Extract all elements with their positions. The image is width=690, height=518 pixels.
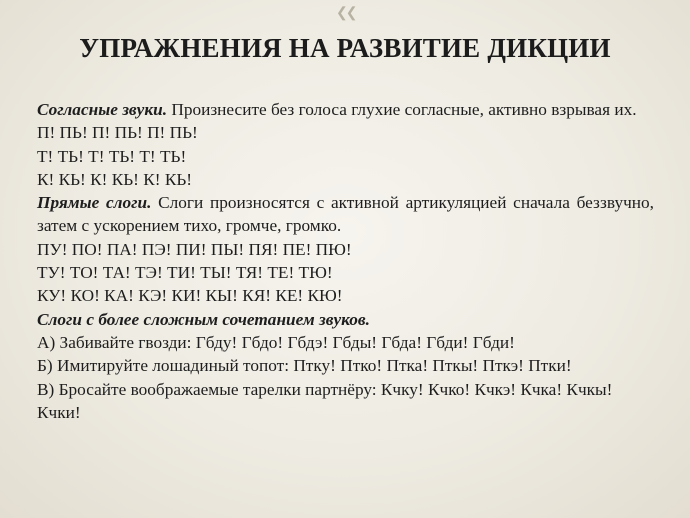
- paragraph-text: Произнесите без голоса глухие согласные, активно взрывая их.: [167, 100, 637, 119]
- title-ornament-icon: ❮❮: [336, 6, 356, 21]
- paragraph-consonants: [37, 98, 654, 121]
- drill-line: Т! ТЬ! Т! ТЬ! Т! ТЬ!: [37, 146, 187, 166]
- slide-title: УПРАЖНЕНИЯ НА РАЗВИТИЕ ДИКЦИИ: [79, 33, 611, 63]
- paragraph-complex: [37, 308, 654, 331]
- paragraph-text: Слоги произносятся с активной артикуляцией сначала беззвучно, затем с ускорением тихо, громче, громко.: [37, 193, 654, 236]
- slide-body: [37, 98, 654, 424]
- heading-consonants: Согласные звуки.: [37, 100, 168, 119]
- drill-line: В) Бросайте воображаемые тарелки партнёру: Кчку! Кчко! Кчкэ! Кчка! Кчкы! Кчки!: [37, 379, 613, 422]
- drill-line: ПУ! ПО! ПА! ПЭ! ПИ! ПЫ! ПЯ! ПЕ! ПЮ!: [37, 239, 352, 259]
- drill-line: К! КЬ! К! КЬ! К! КЬ!: [37, 169, 193, 189]
- drill-line: КУ! КО! КА! КЭ! КИ! КЫ! КЯ! КЕ! КЮ!: [37, 286, 343, 306]
- drill-line: П! ПЬ! П! ПЬ! П! ПЬ!: [37, 123, 198, 143]
- paragraph-syllables: [37, 191, 654, 238]
- drill-line: Б) Имитируйте лошадиный топот: Птку! Птко! Птка! Пткы! Пткэ! Птки!: [37, 356, 572, 376]
- drill-line: А) Забивайте гвозди: Гбду! Гбдо! Гбдэ! Гбды! Гбда! Гбди! Гбди!: [37, 332, 515, 352]
- heading-syllables: Прямые слоги.: [37, 193, 152, 213]
- heading-complex: Слоги с более сложным сочетанием звуков.: [37, 309, 370, 329]
- drill-line: ТУ! ТО! ТА! ТЭ! ТИ! ТЫ! ТЯ! ТЕ! ТЮ!: [37, 263, 333, 283]
